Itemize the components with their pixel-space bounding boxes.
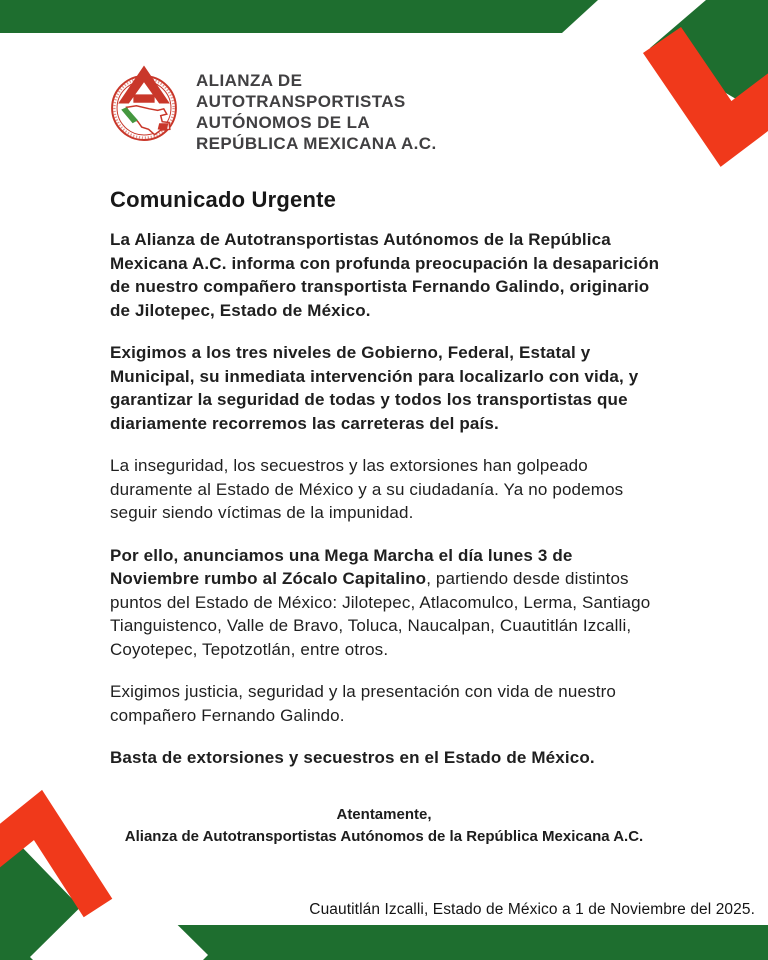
logo-letter-a-crossbar [133,94,154,102]
org-name-line: ALIANZA DE [196,71,303,90]
org-name-line: AUTÓNOMOS DE LA [196,113,371,132]
paragraph-insecurity: La inseguridad, los secuestros y las extorsiones han golpeado duramente al Estado de México y a su ciudadanía. Ya no podemos seguir siendo víctimas de la impunidad. [110,456,624,522]
document-title: Comunicado Urgente [110,187,337,212]
org-name-line: REPÚBLICA MEXICANA A.C. [196,134,437,153]
org-name [196,70,437,154]
paragraph-closing-slogan: Basta de extorsiones y secuestros en el Estado de México. [110,748,595,767]
mega-march-announcement: Por ello, anunciamos una Mega Marcha el día lunes 3 de Noviembre rumbo al Zócalo Capitalino [110,545,573,588]
mega-march-details: , partiendo desde distintos puntos del Estado de México: Jilotepec, Atlacomulco, Lerma, Santiago Tianguistenco, Valle de Bravo, Toluca, Naucalpan, Cuautitlán Izcalli, Coyotepec, Tepotzotlán, entre otros. [110,569,651,659]
document-body [110,228,666,770]
paragraph-justice-demand: Exigimos justicia, seguridad y la presentación con vida de nuestro compañero Fernando Galindo. [110,682,617,725]
org-name-line: AUTOTRANSPORTISTAS [196,92,406,111]
dateline: Cuautitlán Izcalli, Estado de México a 1 de Noviembre del 2025. [309,901,755,918]
paragraph-demand-government: Exigimos a los tres niveles de Gobierno, Federal, Estatal y Municipal, su inmediata intervención para localizarlo con vida, y garantizar la seguridad de todas y todos los transportistas que diariamente recorremos las carreteras del país. [110,343,639,433]
letterhead [106,64,768,154]
paragraph-mega-march [110,544,666,662]
paragraph-disappearance: La Alianza de Autotransportistas Autónomos de la República Mexicana A.C. informa con profunda preocupación la desaparición de nuestro compañero transportista Fernando Galindo, originario de Jilotepec, Estado de México. [110,230,660,320]
signature-org: Alianza de Autotransportistas Autónomos de la República Mexicana A.C. [124,827,644,845]
signature-block [0,804,768,848]
signature-salutation: Atentamente, [336,805,432,823]
org-logo-icon [106,64,182,143]
